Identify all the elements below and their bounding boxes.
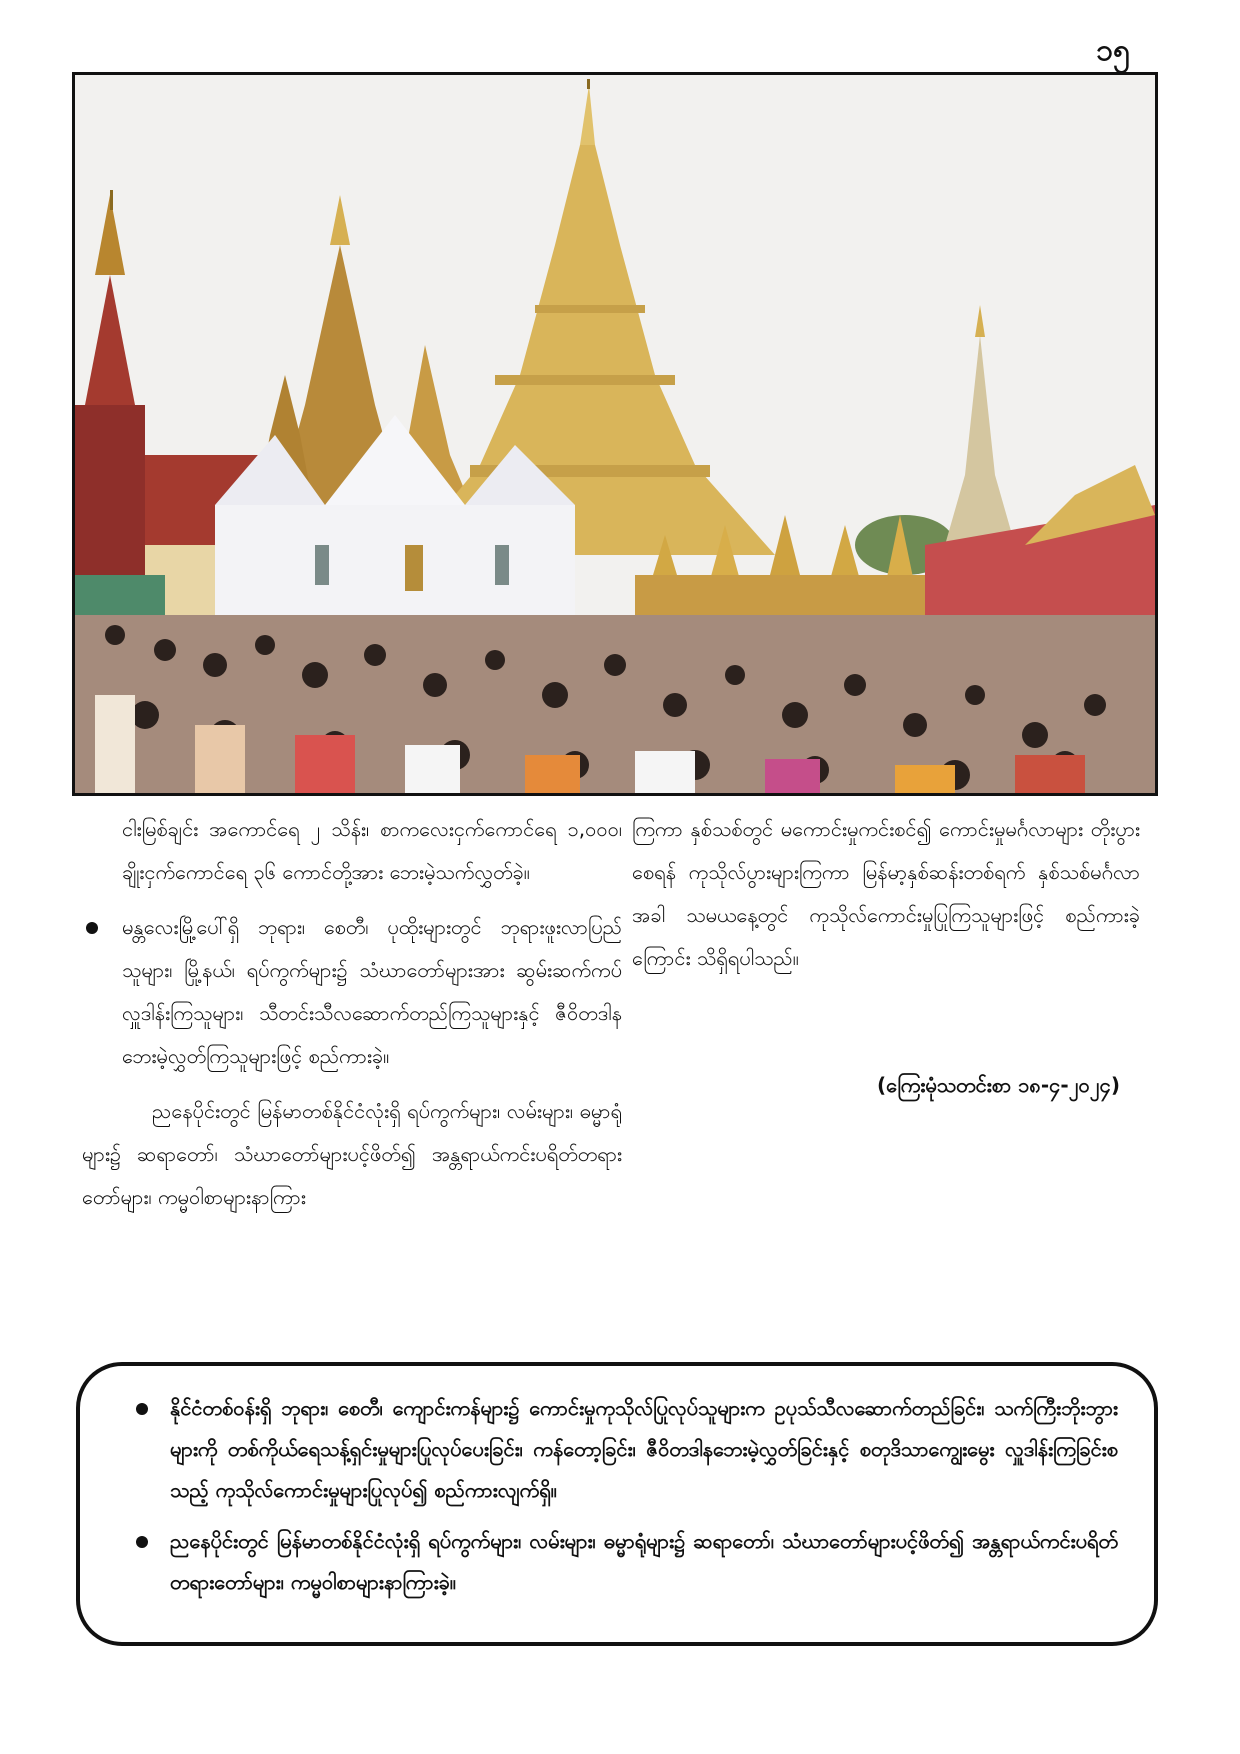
summary-item-text: ညနေပိုင်းတွင် မြန်မာတစ်နိုင်ငံလုံးရှိ ရပ်ကွက်များ၊ လမ်းများ၊ ဓမ္မာရုံများ၌ ဆရာတော်၊ သံဃာတော်များပင့်ဖိတ်၍ အန္တရာယ်ကင်းပရိတ်တရားတော်များ၊ ကမ္မဝါစာများနာကြားခဲ့။ [170,1529,1118,1594]
summary-item [116,1521,1118,1603]
left-bullet-text: မန္တလေးမြို့ပေါ်ရှိ ဘုရား၊ စေတီ၊ ပုထိုးများတွင် ဘုရားဖူးလာပြည်သူများ၊ မြို့နယ်၊ ရပ်ကွက်များ၌ သံဃာတော်များအား ဆွမ်းဆက်ကပ်လှူဒါန်းကြသူများ၊ သီတင်းသီလဆောက်တည်ကြသူများနှင့် ဇီဝိတဒါနဘေးမဲ့လွှတ်ကြသူများဖြင့် စည်ကားခဲ့။ [122,915,622,1068]
summary-box [76,1362,1158,1646]
summary-item-text: နိုင်ငံတစ်ဝန်းရှိ ဘုရား၊ စေတီ၊ ကျောင်းကန်များ၌ ကောင်းမှုကုသိုလ်ပြုလုပ်သူများက ဥပုသ်သီလဆောက်တည်ခြင်း၊ သက်ကြီးဘိုးဘွားများကို တစ်ကိုယ်ရေသန့်ရှင်းမှုများပြုလုပ်ပေးခြင်း၊ ကန်တော့ခြင်း၊ ဇီဝိတဒါနဘေးမဲ့လွှတ်ခြင်းနှင့် စတုဒိသာကျွေးမွေး လှူဒါန်းကြခြင်းစသည့် ကုသိုလ်ကောင်းမှုများပြုလုပ်၍ စည်ကားလျက်ရှိ။ [170,1396,1118,1502]
bullet-icon [136,1536,148,1548]
bullet-icon [136,1403,148,1415]
right-column [632,808,1140,1107]
left-column [82,808,622,1219]
right-paragraph: ကြကာ နှစ်သစ်တွင် မကောင်းမှုကင်းစင်၍ ကောင်းမှုမင်္ဂလာများ တိုးပွားစေရန် ကုသိုလ်ပွားများကြကာ မြန်မာ့နှစ်ဆန်းတစ်ရက် နှစ်သစ်မင်္ဂလာအခါ သမယနေ့တွင် ကုသိုလ်ကောင်းမှုပြုကြသူများဖြင့် စည်ကားခဲ့ကြောင်း သိရှိရပါသည်။ [632,817,1140,970]
bullet-icon [86,922,98,934]
summary-item [116,1388,1118,1511]
left-bullet-item [82,906,622,1078]
left-paragraph-2: ညနေပိုင်းတွင် မြန်မာတစ်နိုင်ငံလုံးရှိ ရပ်ကွက်များ၊ လမ်းများ၊ ဓမ္မာရုံများ၌ ဆရာတော်၊ သံဃာတော်များပင့်ဖိတ်၍ အန္တရာယ်ကင်းပရိတ်တရားတော်များ၊ ကမ္မဝါစာများနာကြား [82,1099,622,1209]
pagoda-crowd-photo-icon [75,75,1155,793]
left-paragraph-continued: ငါးမြစ်ချင်း အကောင်ရေ ၂ သိန်း၊ စာကလေးငှက်ကောင်ရေ ၁,၀၀၀၊ ချိုးငှက်ကောင်ရေ ၃၆ ကောင်တို့အား ဘေးမဲ့သက်လွှတ်ခဲ့။ [122,817,622,884]
source-reference: (ကြေးမုံသတင်းစာ ၁၈-၄-၂၀၂၄) [876,1073,1120,1097]
pagoda-photo [72,72,1158,796]
page-number: ၁၅ [1096,33,1130,68]
